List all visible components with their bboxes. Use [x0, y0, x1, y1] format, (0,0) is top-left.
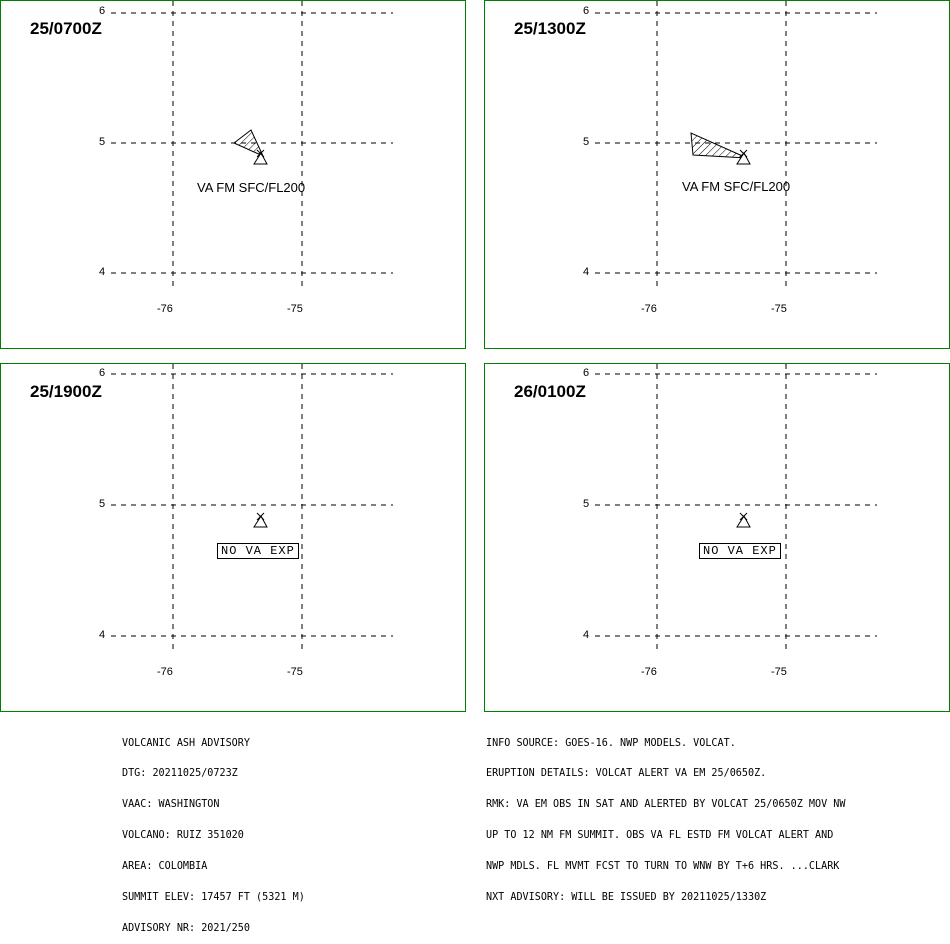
ash-area-polygon [691, 133, 747, 158]
remark-line: RMK: VA EM OBS IN SAT AND ALERTED BY VOLCAT 25/0650Z MOV NW [486, 797, 846, 811]
advisory-line: SUMMIT ELEV: 17457 FT (5321 M) [122, 890, 305, 904]
panel-time: 25/1300Z [514, 19, 586, 38]
no-va-label: NO VA EXP [699, 543, 781, 559]
lon-label-75: -75 [771, 303, 787, 315]
panel-time: 25/0700Z [30, 19, 102, 38]
advisory-line: ADVISORY NR: 2021/250 [122, 920, 250, 934]
remark-line: UP TO 12 NM FM SUMMIT. OBS VA FL ESTD FM VOLCAT ALERT AND [486, 828, 834, 842]
lat-label-6: 6 [99, 5, 106, 17]
lat-label-5: 5 [583, 136, 590, 148]
advisory-line: VOLCANIC ASH ADVISORY [122, 735, 250, 749]
map-grid [1, 1, 467, 350]
map-panel-2 [484, 0, 950, 349]
map-panel-1 [0, 0, 466, 349]
lon-label-75: -75 [771, 666, 787, 678]
lat-label-5: 5 [99, 136, 106, 148]
remark-line: NXT ADVISORY: WILL BE ISSUED BY 20211025/1330Z [486, 890, 767, 904]
panel-time: 26/0100Z [514, 382, 586, 401]
lat-label-6: 6 [583, 367, 590, 379]
lon-label-75: -75 [287, 666, 303, 678]
panel-time: 25/1900Z [30, 382, 102, 401]
no-va-label: NO VA EXP [217, 543, 299, 559]
lat-label-6: 6 [583, 5, 590, 17]
lon-label-75: -75 [287, 303, 303, 315]
remark-line: NWP MDLS. FL MVMT FCST TO TURN TO WNW BY T+6 HRS. ...CLARK [486, 859, 840, 873]
advisory-line: AREA: COLOMBIA [122, 859, 208, 873]
va-label: VA FM SFC/FL200 [197, 180, 306, 195]
volcano-icon [737, 513, 750, 527]
lat-label-4: 4 [99, 629, 106, 641]
lat-label-5: 5 [99, 498, 106, 510]
map-panel-3 [0, 363, 466, 712]
remark-line: ERUPTION DETAILS: VOLCAT ALERT VA EM 25/0650Z. [486, 766, 767, 780]
advisory-info [122, 717, 305, 944]
lat-label-4: 4 [99, 266, 106, 278]
map-grid [1, 364, 467, 713]
va-label: VA FM SFC/FL200 [682, 179, 791, 194]
advisory-line: DTG: 20211025/0723Z [122, 766, 238, 780]
lat-label-5: 5 [583, 498, 590, 510]
map-grid [485, 364, 950, 713]
lon-label-76: -76 [641, 666, 657, 678]
advisory-remarks [486, 717, 845, 913]
map-grid [485, 1, 950, 350]
lon-label-76: -76 [157, 666, 173, 678]
lat-label-4: 4 [583, 629, 590, 641]
remark-line: INFO SOURCE: GOES-16. NWP MODELS. VOLCAT. [486, 735, 736, 749]
lat-label-4: 4 [583, 266, 590, 278]
advisory-line: VOLCANO: RUIZ 351020 [122, 828, 244, 842]
lon-label-76: -76 [157, 303, 173, 315]
volcano-icon [254, 513, 267, 527]
map-panel-4 [484, 363, 950, 712]
lon-label-76: -76 [641, 303, 657, 315]
advisory-line: VAAC: WASHINGTON [122, 797, 220, 811]
lat-label-6: 6 [99, 367, 106, 379]
